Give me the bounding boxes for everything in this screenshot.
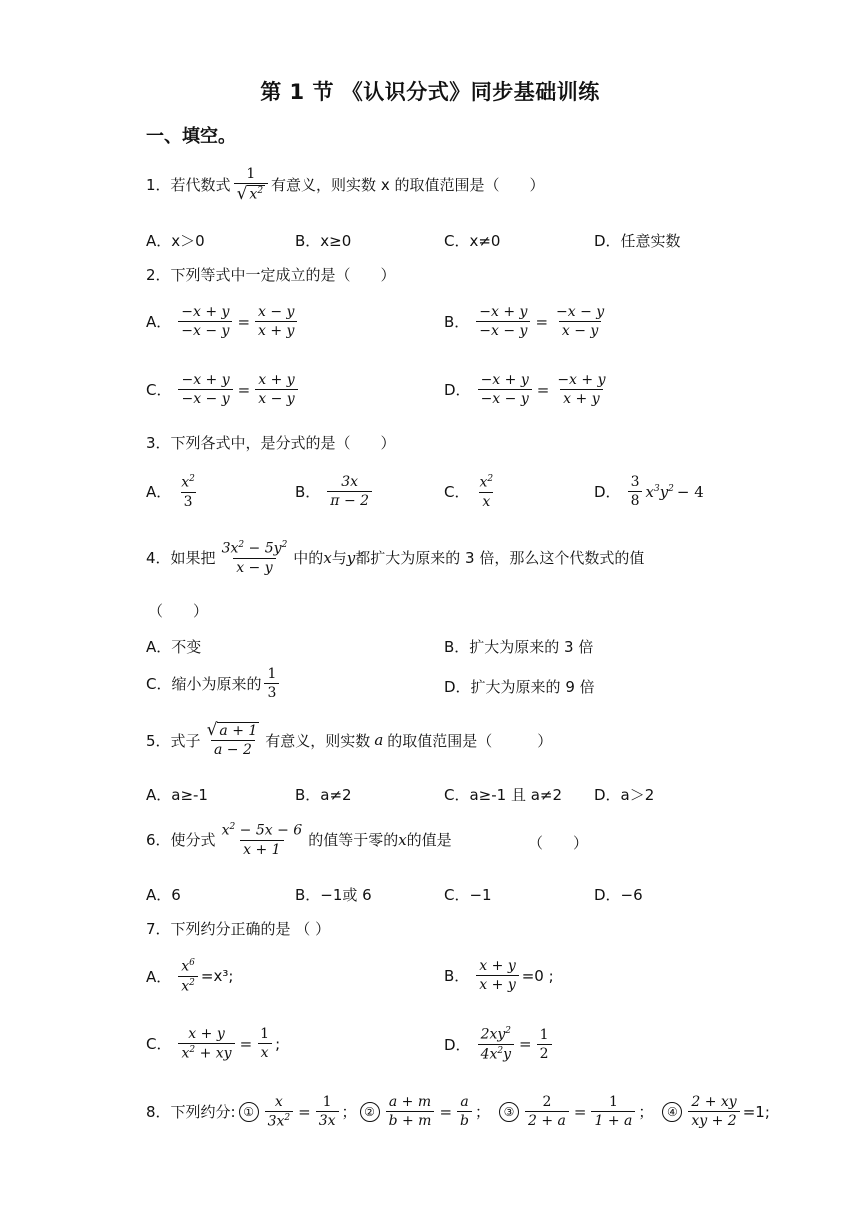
q2-option-c: C． $\frac{-x + y}{-x - y}$ = $\frac{x + y}{x - y}$ <box>146 372 301 407</box>
question-1 <box>146 166 544 203</box>
q7-option-d: D． $\frac{2xy^2}{4x^2y}$ = $\frac{1}{2}$ <box>444 1026 555 1063</box>
q3-option-a: A． $\frac{x^2}{3}$ <box>146 474 195 510</box>
q6-option-d: D．−6 <box>594 886 643 904</box>
q6-answer-paren: （ ） <box>528 834 589 852</box>
q4-option-d: D．扩大为原来的 9 倍 <box>444 678 595 696</box>
q1-option-b: B．x≥0 <box>295 232 352 250</box>
q4-option-a: A．不变 <box>146 638 202 656</box>
q1-option-a: A．x＞0 <box>146 232 205 250</box>
question-8: 8．下列约分: ① $\frac{x}{3x^2}$ = $\frac{1}{3x}$ ； ② $\frac{a + m}{b + m}$ = $\frac{a}{b}$ ； ③ $\frac{2}{2 + a}$ = $\frac{1}{1 + a}$ ； ④ $\frac{2 + xy}{xy + 2}$ =1; <box>146 1094 770 1130</box>
question-4: 4． 如果把 $\frac{3x^2 - 5y^2}{x - y}$ 中的 x 与 y 都扩大为原来的 3 倍，那么这个代数式的值 <box>146 540 645 576</box>
question-3: 3．下列各式中，是分式的是（ ） <box>146 434 396 452</box>
q6-option-c: C．−1 <box>444 886 492 904</box>
question-text: 若代数式 <box>170 175 231 194</box>
question-7: 7．下列约分正确的是 （ ） <box>146 920 331 938</box>
fraction: 1 √ $x^2$ <box>234 166 268 203</box>
q4-option-c: C．缩小为原来的 $\frac{1}{3}$ <box>146 666 282 701</box>
question-2: 2．下列等式中一定成立的是（ ） <box>146 266 396 284</box>
q2-option-d: D． $\frac{-x + y}{-x - y}$ = $\frac{-x + y}{x + y}$ <box>444 372 606 408</box>
question-5: 5． 式子 √ a + 1 a − 2 有意义，则实数 a 的取值范围是（ ） <box>146 720 553 759</box>
q7-option-b: B． $\frac{x + y}{x + y}$ =0 ; <box>444 958 554 994</box>
question-text: 有意义，则实数 x 的取值范围是（ ） <box>271 175 545 194</box>
section-heading: 一、填空。 <box>146 126 236 147</box>
q4-option-b: B．扩大为原来的 3 倍 <box>444 638 594 656</box>
q6-option-a: A．6 <box>146 886 181 904</box>
q3-option-c: C． $\frac{x^2}{x}$ <box>444 474 494 510</box>
q3-option-d: D． $\frac{3}{8}$ $x^3y^2$ − 4 <box>594 474 704 510</box>
q7-option-c: C． $\frac{x + y}{x^2 + xy}$ = $\frac{1}{x}$ ; <box>146 1026 281 1062</box>
question-number: 1． <box>146 175 171 194</box>
q2-option-a: A． $\frac{-x + y}{-x - y}$ = $\frac{x - y}{x + y}$ <box>146 304 300 339</box>
q3-option-b: B． $\frac{3x}{\pi - 2}$ <box>295 474 375 509</box>
q1-option-d: D．任意实数 <box>594 232 681 250</box>
q7-option-a: A． $\frac{x^6}{x^2}$ =x³; <box>146 958 234 995</box>
page-title: 第 1 节 《认识分式》同步基础训练 <box>260 80 600 104</box>
q5-option-c: C．a≥-1 且 a≠2 <box>444 786 563 804</box>
q4-answer-paren: （ ） <box>148 602 209 620</box>
q1-option-c: C．x≠0 <box>444 232 501 250</box>
q2-option-b: B． $\frac{-x + y}{-x - y}$ = $\frac{-x - y}{x - y}$ <box>444 304 605 340</box>
q5-option-a: A．a≥-1 <box>146 786 208 804</box>
q5-option-b: B．a≠2 <box>295 786 352 804</box>
q6-option-b: B．−1或 6 <box>295 886 372 904</box>
q5-option-d: D．a＞2 <box>594 786 655 804</box>
question-6: 6． 使分式 $\frac{x^2 - 5x - 6}{x + 1}$ 的值等于零的 x 的值是 <box>146 822 452 858</box>
